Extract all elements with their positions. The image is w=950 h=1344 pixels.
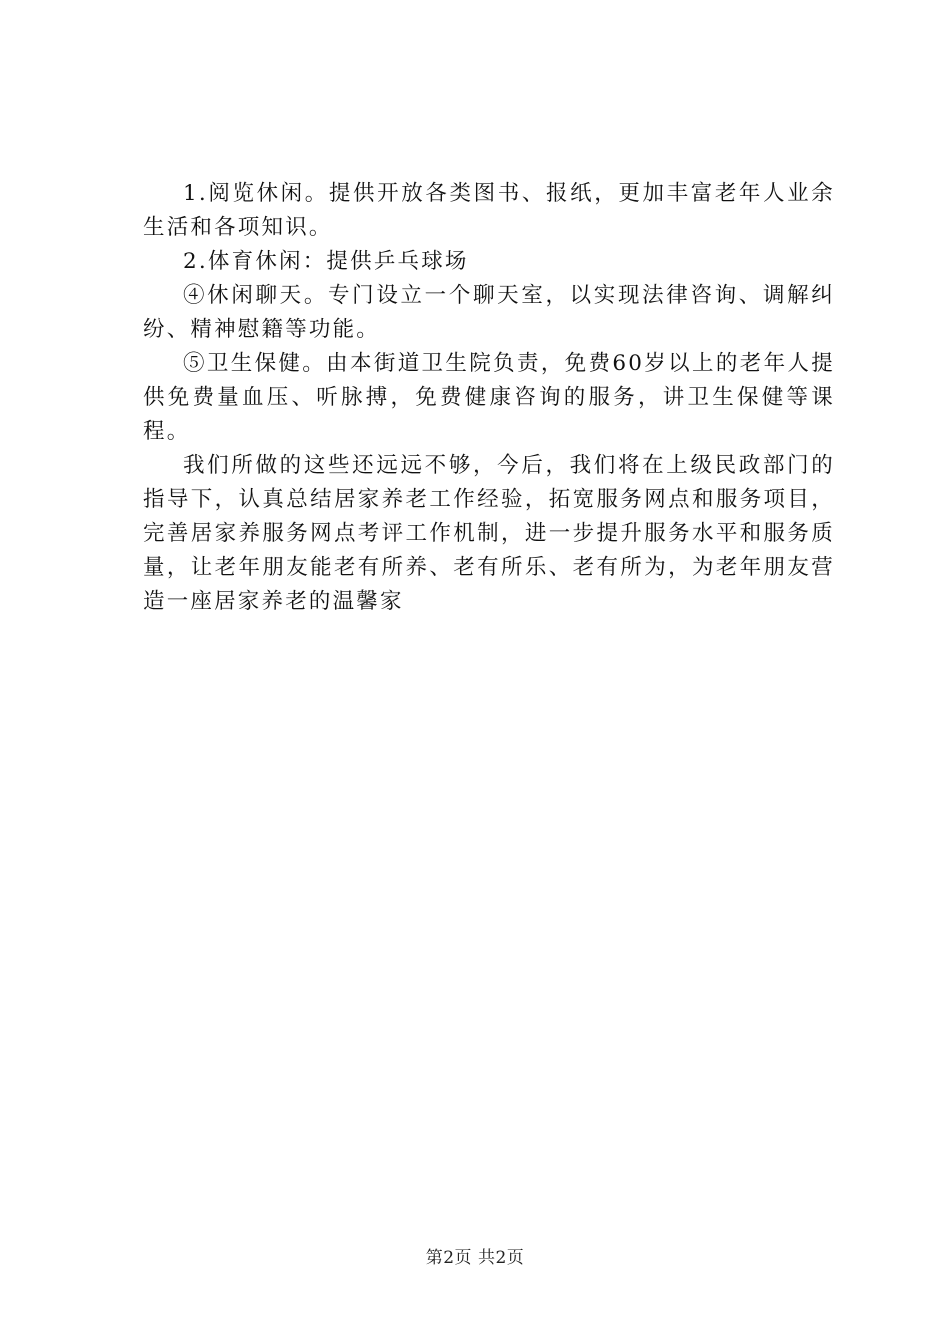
paragraph-health-care: ⑤卫生保健。由本街道卫生院负责，免费60岁以上的老年人提供免费量血压、听脉搏，免费健康咨询的服务，讲卫生保健等课程。 [143,351,835,444]
paragraph-sports-leisure: 2.体育休闲：提供乒乓球场 [183,249,469,274]
document-body [143,177,835,619]
paragraph-reading-leisure: 1.阅览休闲。提供开放各类图书、报纸，更加丰富老年人业余生活和各项知识。 [143,181,835,240]
paragraph-leisure-chat: ④休闲聊天。专门设立一个聊天室，以实现法律咨询、调解纠纷、精神慰籍等功能。 [143,283,835,342]
paragraph-conclusion: 我们所做的这些还远远不够，今后，我们将在上级民政部门的指导下，认真总结居家养老工作经验，拓宽服务网点和服务项目，完善居家养服务网点考评工作机制，进一步提升服务水平和服务质量，让老年朋友能老有所养、老有所乐、老有所为，为老年朋友营造一座居家养老的温馨家 [143,453,835,614]
page-number-footer: 第2页 共2页 [425,1248,525,1268]
